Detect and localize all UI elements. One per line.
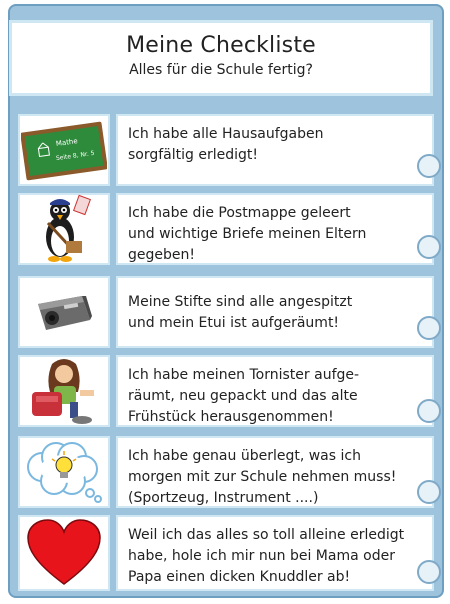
idea-lightbulb-icon [18,436,110,508]
pencil-sharpener-icon [18,276,110,348]
page-title: Meine Checkliste [126,33,316,58]
item-text-line: räumt, neu gepackt und das alte [128,388,358,404]
checkbox-circle[interactable] [417,399,441,423]
item-text-line: Ich habe die Postmappe geleert [128,205,351,221]
blackboard-text-1: Mathe [55,137,79,149]
item-text-line: Ich habe alle Hausaufgaben [128,126,324,142]
header-box [9,20,433,96]
item-text-box [116,515,434,591]
item-text-line: morgen mit zur Schule nehmen muss! [128,469,397,485]
checkbox-circle[interactable] [417,560,441,584]
item-text-box [116,114,434,186]
girl-with-backpack-icon [18,355,110,427]
item-text-line: und mein Etui ist aufgeräumt! [128,315,340,331]
item-text-line: gegeben! [128,247,195,263]
item-text-box [116,436,434,508]
blackboard-icon [18,114,110,186]
item-text-line: habe, hole ich mir nun bei Mama oder [128,548,395,564]
item-text-line: Papa einen dicken Knuddler ab! [128,569,351,585]
item-text-line: Ich habe genau überlegt, was ich [128,448,361,464]
blackboard-text-2: Seite 8, Nr. 5 [55,149,95,163]
item-text-line: (Sportzeug, Instrument ....) [128,490,319,506]
item-text-line: Ich habe meinen Tornister aufge- [128,367,360,383]
item-text-line: sorgfältig erledigt! [128,147,259,163]
item-text-line: und wichtige Briefe meinen Eltern [128,226,367,242]
checkbox-circle[interactable] [417,154,441,178]
item-text-line: Frühstück herausgenommen! [128,409,334,425]
item-text-line: Weil ich das alles so toll alleine erledigt [128,527,405,543]
item-text-box [116,355,434,427]
page-subtitle: Alles für die Schule fertig? [129,62,313,78]
penguin-postman-icon [18,193,110,265]
heart-icon [18,515,110,591]
checkbox-circle[interactable] [417,235,441,259]
item-text-box [116,276,434,348]
checkbox-circle[interactable] [417,316,441,340]
checkbox-circle[interactable] [417,480,441,504]
item-text-box [116,193,434,265]
item-text-line: Meine Stifte sind alle angespitzt [128,294,353,310]
